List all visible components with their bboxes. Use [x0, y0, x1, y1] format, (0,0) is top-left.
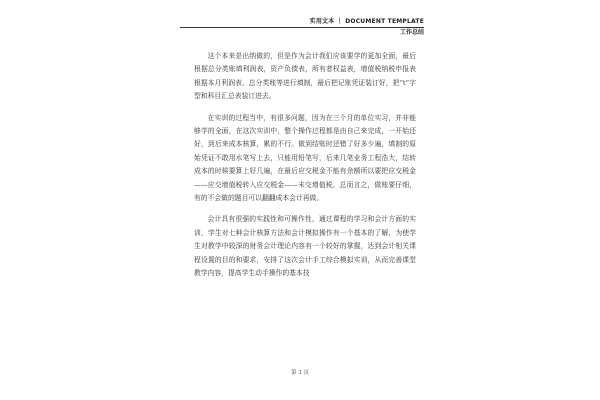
page-header — [180, 18, 424, 38]
paragraph: 会计具有很强的实践性和可操作性，通过课程的学习和会计方面的实训，学生对七种会计核算方法和会计模拟操作有一个基本的了解，为使学生对教学中较深的财务会计理论内容有一个较好的掌握，达到会计相关课程设置的目的和要求，安排了这次会计手工综合模拟实训，从而完善课堂教学内容，提高学生动手操作的基本技 — [194, 215, 416, 278]
paragraph: 这个本来是出纳做的，但是作为会计我们应该要学的更加全面，最后根据总分类账填利润表，资产负债表，所有者权益表，增值税纳税申报表根据本月利润表、总分类账等进行填制，最后把记账凭证装订好，把“t”字型和科目汇总表装订进去。 — [194, 52, 416, 101]
document-body — [194, 50, 416, 289]
page-number: 第 3 页 — [291, 370, 309, 376]
header-template-label: 实用文本 ｜ DOCUMENT TEMPLATE — [309, 18, 424, 25]
header-category: 工作总结 — [399, 29, 424, 36]
paragraph: 在实训的过程当中，有很多问题，因为在三个月的单位实习，并非能够学的全面，在这次实训中，整个操作过程都是由自己来完成，一开始还好，到后来成本核算，累的不行。做到结账时还错了好多少遍，填制的原始凭证不敢用水笔写上去，只能用铅笔写，后来几笔业务工程浩大，结转成本的时候要算上好几遍，在最后应交税金不能有余额所以要把应交税金——应交增值税转入应交税金——未交增值税，总而言之，做账要仔细，有的不会做的题目可以翻翻成本会计再做。 — [194, 113, 416, 203]
